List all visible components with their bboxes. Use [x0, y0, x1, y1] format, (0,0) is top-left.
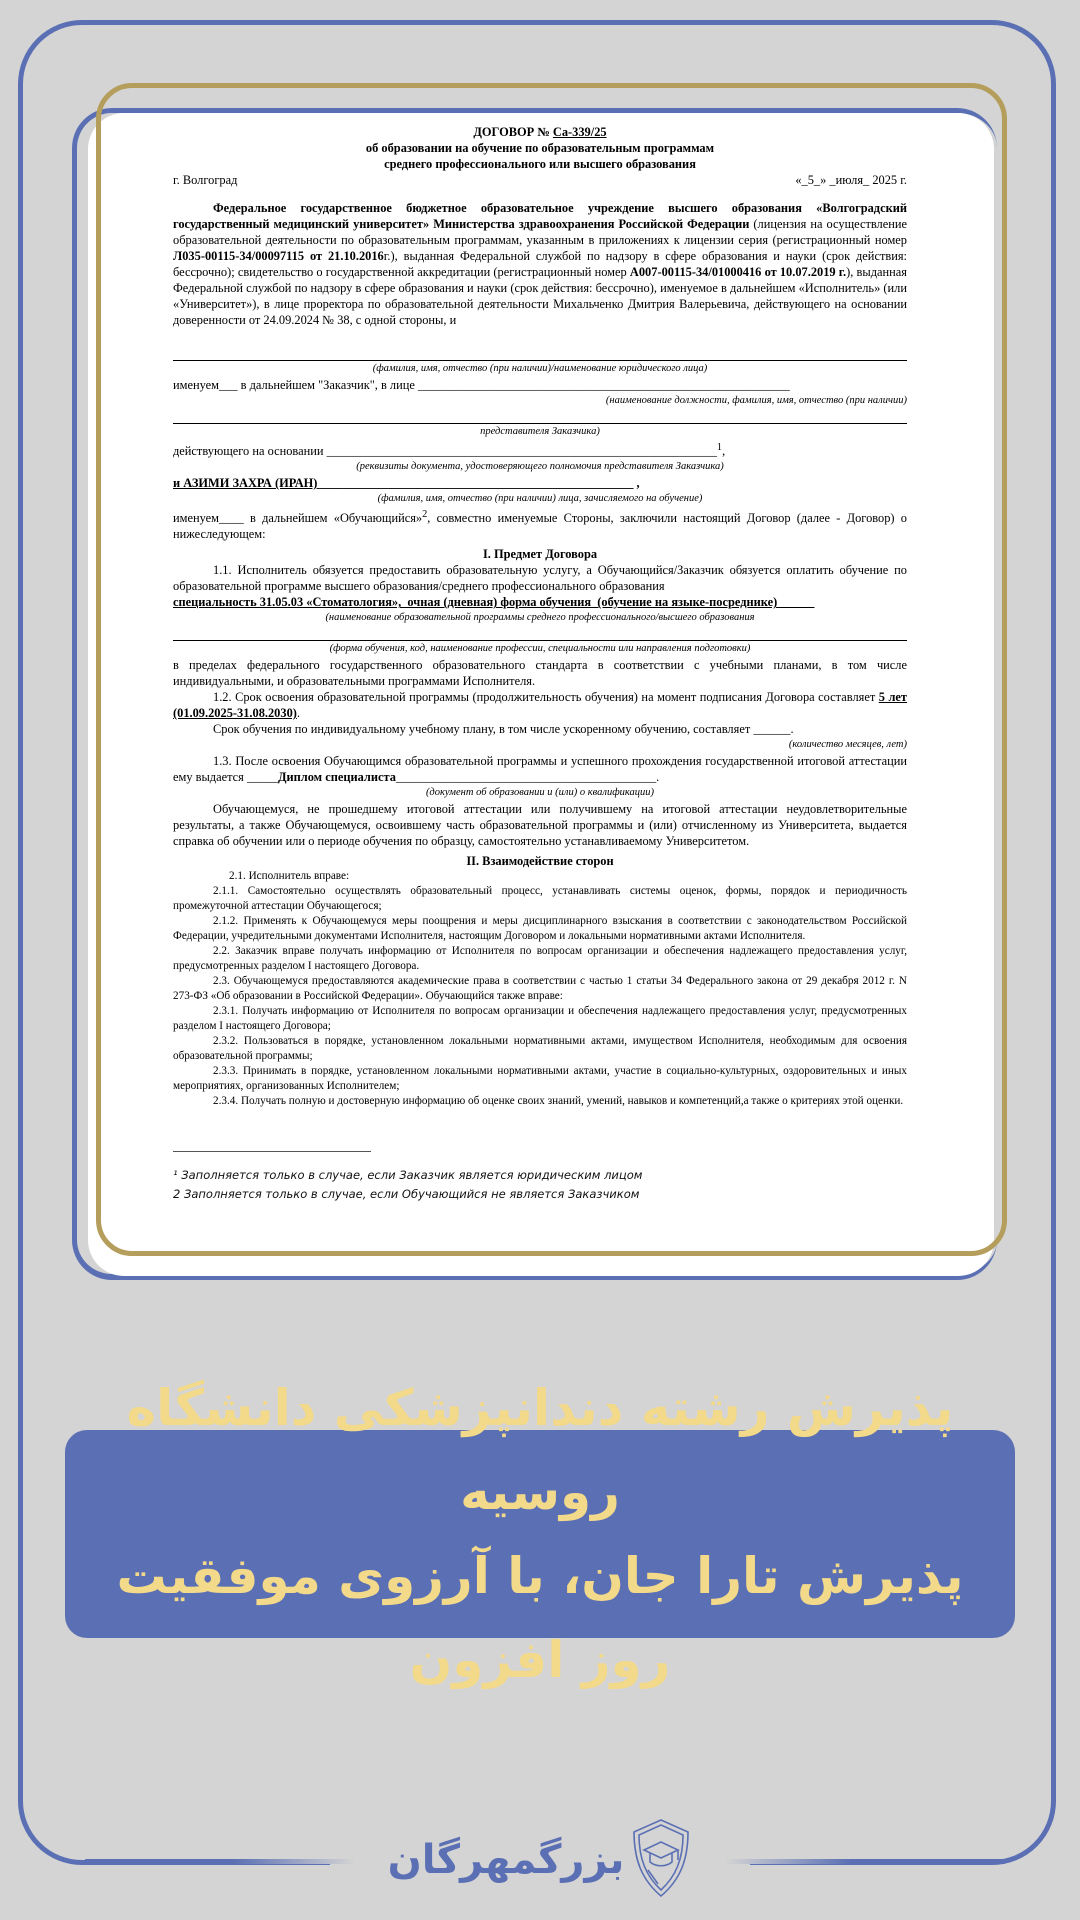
study-form-field	[173, 626, 907, 641]
city: г. Волгоград	[173, 173, 238, 187]
hint-document: (документ об образовании и (или) о квалификации)	[425, 787, 655, 799]
paragraph-2-3-1: 2.3.1. Получать информацию от Исполнителя по вопросам организации и обеспечения надлежащего предоставления услуг, предусмотренных разделом I настоящего Договора;	[173, 1005, 907, 1033]
paragraph-1-2-b: Срок обучения по индивидуальному учебному плану, в том числе ускоренному обучению, составляет ______.	[213, 722, 794, 737]
paragraph-2-3: 2.3. Обучающемуся предоставляются академические права в соответствии с частью 1 статьи 34 Федерального закона от 29 декабря 2012 г. N 273-ФЗ «Об образовании в Российской Федерации». Обучающийся также вправе:	[173, 975, 907, 1003]
brand-logo	[387, 1815, 680, 1905]
student-name: и АЗИМИ ЗАХРА (ИРАН)___________________________________________________ ,	[173, 476, 640, 491]
hint-position: (наименование должности, фамилия, имя, отчество (при наличии)	[605, 395, 907, 406]
contract-date: «_5_» _июля_ 2025 г.	[795, 173, 907, 187]
divider-left	[85, 1859, 355, 1864]
customer-line: именуем___ в дальнейшем "Заказчик", в лице ____________________________________________________________	[173, 378, 790, 392]
paragraph-1-2: 1.2. Срок освоения образовательной программы (продолжительность обучения) на момент подписания Договора составляет 5 лет (01.09.2025-31.08.2030).	[173, 690, 907, 721]
paragraph-2-3-2: 2.3.2. Пользоваться в порядке, установленном локальными нормативными актами, имуществом Исполнителя, необходимым для освоения образовательной программы;	[173, 1035, 907, 1063]
customer-name-field	[173, 346, 907, 361]
representative-field	[173, 409, 907, 424]
paragraph-1-3: 1.3. После освоения Обучающимся образовательной программы и успешного прохождения государственной итоговой аттестации ему выдается _____Диплом специалиста__________________________________________.	[173, 754, 907, 785]
paragraph-2-2: 2.2. Заказчик вправе получать информацию от Исполнителя по вопросам организации и обеспечения надлежащего предоставления услуг, предусмотренных разделом I настоящего Договора.	[173, 945, 907, 973]
contract-subtitle-2: среднего профессионального или высшего образования	[384, 157, 696, 171]
paragraph-2-1-1: 2.1.1. Самостоятельно осуществлять образовательный процесс, устанавливать системы оценок, формы, порядок и периодичность промежуточной аттестации Обучающегося;	[173, 885, 907, 913]
shield-graduation-cap-icon	[630, 1818, 692, 1903]
paragraph-2-1-2: 2.1.2. Применять к Обучающемуся меры поощрения и меры дисциплинарного взыскания в соответствии с законодательством Российской Федерации, учредительными документами Исполнителя, настоящим Договором и локальными нормативными актами Исполнителя.	[173, 915, 907, 943]
hint-customer-name: (фамилия, имя, отчество (при наличии)/наименование юридического лица)	[372, 363, 708, 374]
banner-line-1: پذیرش رشته دندانپزشکی دانشگاه روسیه	[126, 1379, 954, 1521]
contract-subtitle-1: об образовании на обучение по образовательным программам	[365, 141, 715, 155]
footnote-divider	[173, 1151, 371, 1152]
hint-program: (наименование образовательной программы среднего профессионального/высшего образования	[325, 612, 755, 624]
section-2-title: II. Взаимодействие сторон	[466, 854, 614, 869]
footnote-2: 2 Заполняется только в случае, если Обучающийся не является Заказчиком	[173, 1187, 640, 1202]
intro-paragraph: Федеральное государственное бюджетное образовательное учреждение высшего образования «Волгоградский государственный медицинский университет» Министерства здравоохранения Российской Федерации (лицензия на осуществление образовательной деятельности по образовательным программам, указанным в приложениях к лицензии серия (регистрационный номер Л035-00115-34/00097115 от 21.10.2016г.), выданная Федеральной службой по надзору в сфере образования и науки (срок действия: бессрочно); свидетельство о государственной аккредитации (регистрационный номер А007-00115-34/01000416 от 10.07.2019 г.), выданная Федеральной службой по надзору в сфере образования и науки (срок действия: бессрочно), именуемое в дальнейшем «Исполнитель» (или «Университет»), в лице проректора по образовательной деятельности Михальченко Дмитрия Валерьевича, действующего на основании доверенности от 24.09.2024 № 38, с одной стороны, и	[173, 201, 907, 327]
paragraph-2-3-4: 2.3.4. Получать полную и достоверную информацию об оценке своих знаний, умений, навыков и компетенций,а также о критериях этой оценки.	[213, 1095, 904, 1108]
contract-title: ДОГОВОР № Са-339/25	[473, 125, 607, 139]
contract-document	[173, 124, 907, 1204]
congrats-banner	[65, 1379, 1015, 1689]
banner-line-2: پذیرش تارا جان، با آرزوی موفقیت روز افزون	[116, 1547, 964, 1689]
student-paragraph: именуем____ в дальнейшем «Обучающийся»$^2$, совместно именуемые Стороны, заключили настоящий Договор (далее - Договор) о нижеследующем:	[173, 509, 907, 542]
divider-right	[725, 1859, 1005, 1864]
hint-representative: представителя Заказчика)	[480, 426, 600, 437]
paragraph-2-3-3: 2.3.3. Принимать в порядке, установленном локальными нормативными актами, участие в социально-культурных, оздоровительных и иных мероприятиях, организованных Исполнителем;	[173, 1065, 907, 1093]
program-name: специальность 31.05.03 «Стоматология»,_очная (дневная) форма обучения_(обучение на языке-посреднике)______	[173, 595, 815, 610]
brand-name: بزرگمهرگان	[387, 1837, 625, 1883]
basis-line: действующего на основании _______________________________________________________________$^1$,	[173, 442, 726, 459]
hint-duration: (количество месяцев, лет)	[788, 739, 907, 751]
place-date-row	[173, 172, 907, 188]
paragraph-1-3-b: Обучающемуся, не прошедшему итоговой аттестации или получившему на итоговой аттестации неудовлетворительные результаты, а также Обучающемуся, освоившему часть образовательной программы и (или) отчисленному из Университета, выдается справка об обучении или о периоде обучения по образцу, самостоятельно устанавливаемому Университетом.	[173, 802, 907, 849]
footnote-1: ¹ Заполняется только в случае, если Заказчик является юридическим лицом	[173, 1168, 643, 1183]
paragraph-2-1: 2.1. Исполнитель вправе:	[229, 870, 350, 883]
hint-student: (фамилия, имя, отчество (при наличии) лица, зачисляемого на обучение)	[377, 493, 703, 505]
hint-form: (форма обучения, код, наименование профессии, специальности или направления подготовки)	[329, 643, 751, 655]
paragraph-1-1: 1.1. Исполнитель обязуется предоставить образовательную услугу, а Обучающийся/Заказчик обязуется оплатить обучение по образовательной программе высшего образования/среднего профессионального образования	[173, 563, 907, 594]
hint-basis: (реквизиты документа, удостоверяющего полномочия представителя Заказчика)	[356, 461, 724, 473]
section-1-title: I. Предмет Договора	[482, 547, 598, 562]
paragraph-1-1-cont: в пределах федерального государственного образовательного стандарта в соответствии с учебными планами, в том числе индивидуальными, и образовательными программами Исполнителя.	[173, 658, 907, 689]
